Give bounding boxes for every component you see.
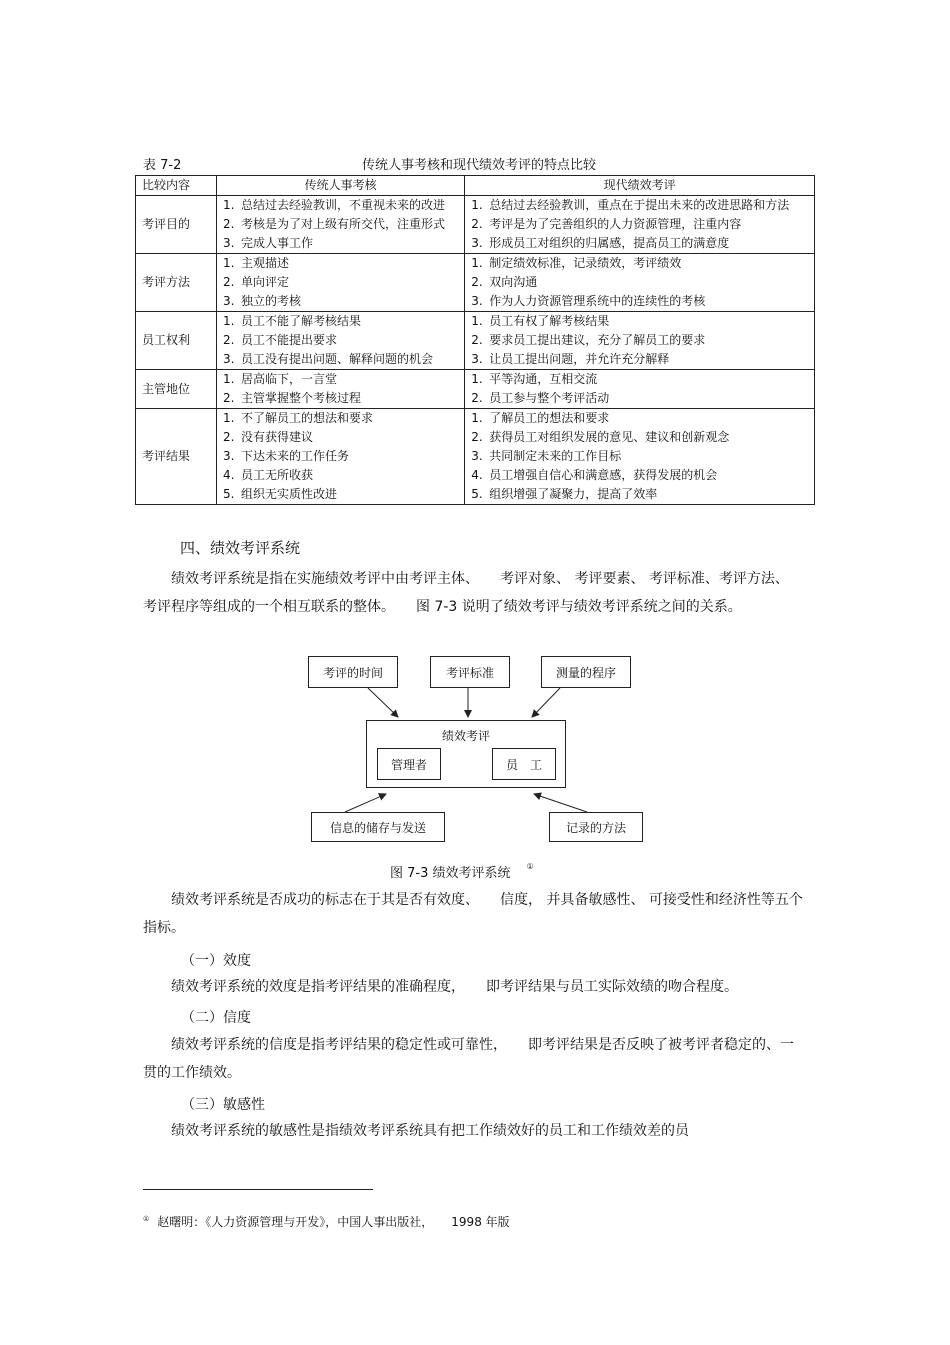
cell-traditional xyxy=(217,254,465,312)
subheading-sensitivity: （三）敏感性 xyxy=(181,1097,265,1113)
item-number: 2. xyxy=(471,217,483,231)
item-text: 员工增强自信心和满意感，获得发展的机会 xyxy=(489,468,718,482)
arrow-record-to-center xyxy=(534,794,587,812)
item-text: 制定绩效标准，记录绩效，考评绩效 xyxy=(489,256,682,270)
list-item xyxy=(471,273,808,292)
item-number: 2. xyxy=(471,391,483,405)
item-number: 3. xyxy=(471,236,483,250)
table-row xyxy=(136,312,815,370)
paragraph-indicators: 绩效考评系统是否成功的标志在于其是否有效度、 信度， 并具备敏感性、 可接受性和经济性等五个指标。 xyxy=(143,892,803,936)
cell-modern xyxy=(465,370,815,409)
row-category: 考评方法 xyxy=(136,254,217,312)
figure-caption-text: 图 7-3 绩效考评系统 xyxy=(390,866,511,881)
row-category: 员工权利 xyxy=(136,312,217,370)
item-text: 员工无所收获 xyxy=(241,468,314,482)
cell-modern xyxy=(465,409,815,505)
table-row xyxy=(136,196,815,254)
row-category: 主管地位 xyxy=(136,370,217,409)
subheading-reliability: （二）信度 xyxy=(181,1010,251,1026)
list-item xyxy=(471,331,808,350)
arrow-procedure-to-center xyxy=(532,688,560,717)
row-category: 考评结果 xyxy=(136,409,217,505)
list-item xyxy=(223,215,458,234)
box-employee: 员 工 xyxy=(492,748,556,780)
item-number: 3. xyxy=(223,294,235,308)
list-item xyxy=(471,447,808,466)
item-number: 1. xyxy=(223,411,235,425)
footnote xyxy=(143,1213,510,1230)
arrow-storage-to-center xyxy=(345,794,386,812)
list-item xyxy=(471,292,808,311)
box-manager: 管理者 xyxy=(377,748,441,780)
item-text: 共同制定未来的工作目标 xyxy=(489,449,622,463)
item-number: 2. xyxy=(471,275,483,289)
item-number: 2. xyxy=(471,333,483,347)
list-item xyxy=(471,254,808,273)
table-row xyxy=(136,370,815,409)
item-text: 主观描述 xyxy=(241,256,290,270)
item-text: 考评是为了完善组织的人力资源管理，注重内容 xyxy=(489,217,742,231)
item-number: 1. xyxy=(223,372,235,386)
item-text: 组织增强了凝聚力，提高了效率 xyxy=(489,487,658,501)
paragraph-sensitivity: 绩效考评系统的敏感性是指绩效考评系统具有把工作绩效好的员工和工作绩效差的员 xyxy=(171,1123,689,1139)
paragraph-reliability: 绩效考评系统的信度是指考评结果的稳定性或可靠性， 即考评结果是否反映了被考评者稳定的、一贯的工作绩效。 xyxy=(143,1037,794,1081)
footnote-text: 赵曙明：《人力资源管理与开发》，中国人事出版社， 1998 年版 xyxy=(157,1215,510,1229)
table-row xyxy=(136,254,815,312)
box-record-method: 记录的方法 xyxy=(549,812,643,842)
item-text: 形成员工对组织的归属感，提高员工的满意度 xyxy=(489,236,730,250)
list-item xyxy=(223,389,458,408)
item-number: 4. xyxy=(471,468,483,482)
table-title: 传统人事考核和现代绩效考评的特点比较 xyxy=(361,158,596,173)
list-item xyxy=(223,350,458,369)
item-number: 3. xyxy=(223,449,235,463)
footnote-separator xyxy=(143,1189,373,1190)
item-text: 获得员工对组织发展的意见、建议和创新观念 xyxy=(489,430,730,444)
section-heading: 四、绩效考评系统 xyxy=(180,539,301,557)
item-number: 3. xyxy=(471,449,483,463)
list-item xyxy=(223,331,458,350)
list-item xyxy=(471,409,808,428)
item-text: 平等沟通，互相交流 xyxy=(489,372,598,386)
list-item xyxy=(471,234,808,253)
item-text: 让员工提出问题，并允许充分解释 xyxy=(489,352,670,366)
item-text: 员工有权了解考核结果 xyxy=(489,314,610,328)
arrow-time-to-center xyxy=(368,688,398,717)
table-header-row xyxy=(136,176,815,196)
footnote-mark: ① xyxy=(143,1215,150,1223)
list-item xyxy=(223,428,458,447)
item-number: 2. xyxy=(223,333,235,347)
cell-traditional xyxy=(217,312,465,370)
list-item xyxy=(223,273,458,292)
table-caption xyxy=(143,154,815,174)
item-text: 员工不能提出要求 xyxy=(241,333,338,347)
list-item xyxy=(471,312,808,331)
item-text: 双向沟通 xyxy=(489,275,538,289)
cell-modern xyxy=(465,312,815,370)
item-number: 1. xyxy=(223,256,235,270)
list-item xyxy=(223,409,458,428)
item-number: 1. xyxy=(471,314,483,328)
list-item xyxy=(223,466,458,485)
item-number: 4. xyxy=(223,468,235,482)
item-text: 了解员工的想法和要求 xyxy=(489,411,610,425)
item-text: 组织无实质性改进 xyxy=(241,487,338,501)
item-number: 3. xyxy=(471,294,483,308)
list-item xyxy=(471,215,808,234)
item-text: 员工不能了解考核结果 xyxy=(241,314,362,328)
item-text: 总结过去经验教训，重点在于提出未来的改进思路和方法 xyxy=(489,198,790,212)
list-item xyxy=(471,485,808,504)
center-title: 绩效考评 xyxy=(441,729,490,743)
item-text: 员工参与整个考评活动 xyxy=(489,391,610,405)
list-item xyxy=(471,370,808,389)
item-number: 5. xyxy=(471,487,483,501)
header-traditional: 传统人事考核 xyxy=(217,176,465,196)
item-number: 1. xyxy=(471,411,483,425)
item-text: 单向评定 xyxy=(241,275,290,289)
list-item xyxy=(223,196,458,215)
item-number: 2. xyxy=(223,430,235,444)
item-text: 作为人力资源管理系统中的连续性的考核 xyxy=(489,294,706,308)
item-number: 3. xyxy=(223,236,235,250)
item-text: 没有获得建议 xyxy=(241,430,314,444)
paragraph-validity: 绩效考评系统的效度是指考评结果的准确程度， 即考评结果与员工实际效绩的吻合程度。 xyxy=(171,979,738,995)
cell-traditional xyxy=(217,196,465,254)
list-item xyxy=(471,389,808,408)
subheading-validity: （一）效度 xyxy=(181,953,251,969)
item-text: 员工没有提出问题、解释问题的机会 xyxy=(241,352,434,366)
row-category: 考评目的 xyxy=(136,196,217,254)
item-number: 5. xyxy=(223,487,235,501)
list-item xyxy=(223,292,458,311)
item-text: 完成人事工作 xyxy=(241,236,314,250)
comparison-table xyxy=(135,175,815,505)
item-text: 要求员工提出建议，充分了解员工的要求 xyxy=(489,333,706,347)
list-item xyxy=(471,350,808,369)
table-row xyxy=(136,409,815,505)
table-number: 表 7-2 xyxy=(143,158,182,173)
list-item xyxy=(223,254,458,273)
list-item xyxy=(223,234,458,253)
header-modern: 现代绩效考评 xyxy=(465,176,815,196)
list-item xyxy=(223,485,458,504)
list-item xyxy=(223,447,458,466)
paragraph-system-definition: 绩效考评系统是指在实施绩效考评中由考评主体、 考评对象、 考评要素、 考评标准、考评方法、 考评程序等组成的一个相互联系的整体。 图 7-3 说明了绩效考评与绩效考评系统之间的关系。 xyxy=(143,571,789,615)
figure-caption xyxy=(390,862,534,881)
item-number: 1. xyxy=(471,198,483,212)
item-number: 1. xyxy=(471,256,483,270)
item-text: 下达未来的工作任务 xyxy=(241,449,350,463)
item-number: 2. xyxy=(223,217,235,231)
item-text: 不了解员工的想法和要求 xyxy=(241,411,374,425)
item-number: 2. xyxy=(223,275,235,289)
list-item xyxy=(471,428,808,447)
item-number: 1. xyxy=(223,314,235,328)
box-measurement-procedure: 测量的程序 xyxy=(541,656,631,688)
table-body xyxy=(136,196,815,505)
item-number: 3. xyxy=(471,352,483,366)
box-info-storage: 信息的储存与发送 xyxy=(311,812,445,842)
item-number: 1. xyxy=(471,372,483,386)
figure-note-mark: ① xyxy=(526,862,534,871)
item-number: 2. xyxy=(471,430,483,444)
list-item xyxy=(223,312,458,331)
box-evaluation-standard: 考评标准 xyxy=(430,656,510,688)
cell-modern xyxy=(465,254,815,312)
header-category: 比较内容 xyxy=(136,176,217,196)
item-number: 3. xyxy=(223,352,235,366)
item-text: 总结过去经验教训，不重视未来的改进 xyxy=(241,198,446,212)
list-item xyxy=(223,370,458,389)
cell-traditional xyxy=(217,409,465,505)
cell-modern xyxy=(465,196,815,254)
item-text: 独立的考核 xyxy=(241,294,302,308)
cell-traditional xyxy=(217,370,465,409)
box-evaluation-time: 考评的时间 xyxy=(308,656,398,688)
list-item xyxy=(471,466,808,485)
item-number: 2. xyxy=(223,391,235,405)
item-text: 主管掌握整个考核过程 xyxy=(241,391,362,405)
item-text: 居高临下，一言堂 xyxy=(241,372,338,386)
list-item xyxy=(471,196,808,215)
item-text: 考核是为了对上级有所交代，注重形式 xyxy=(241,217,446,231)
item-number: 1. xyxy=(223,198,235,212)
